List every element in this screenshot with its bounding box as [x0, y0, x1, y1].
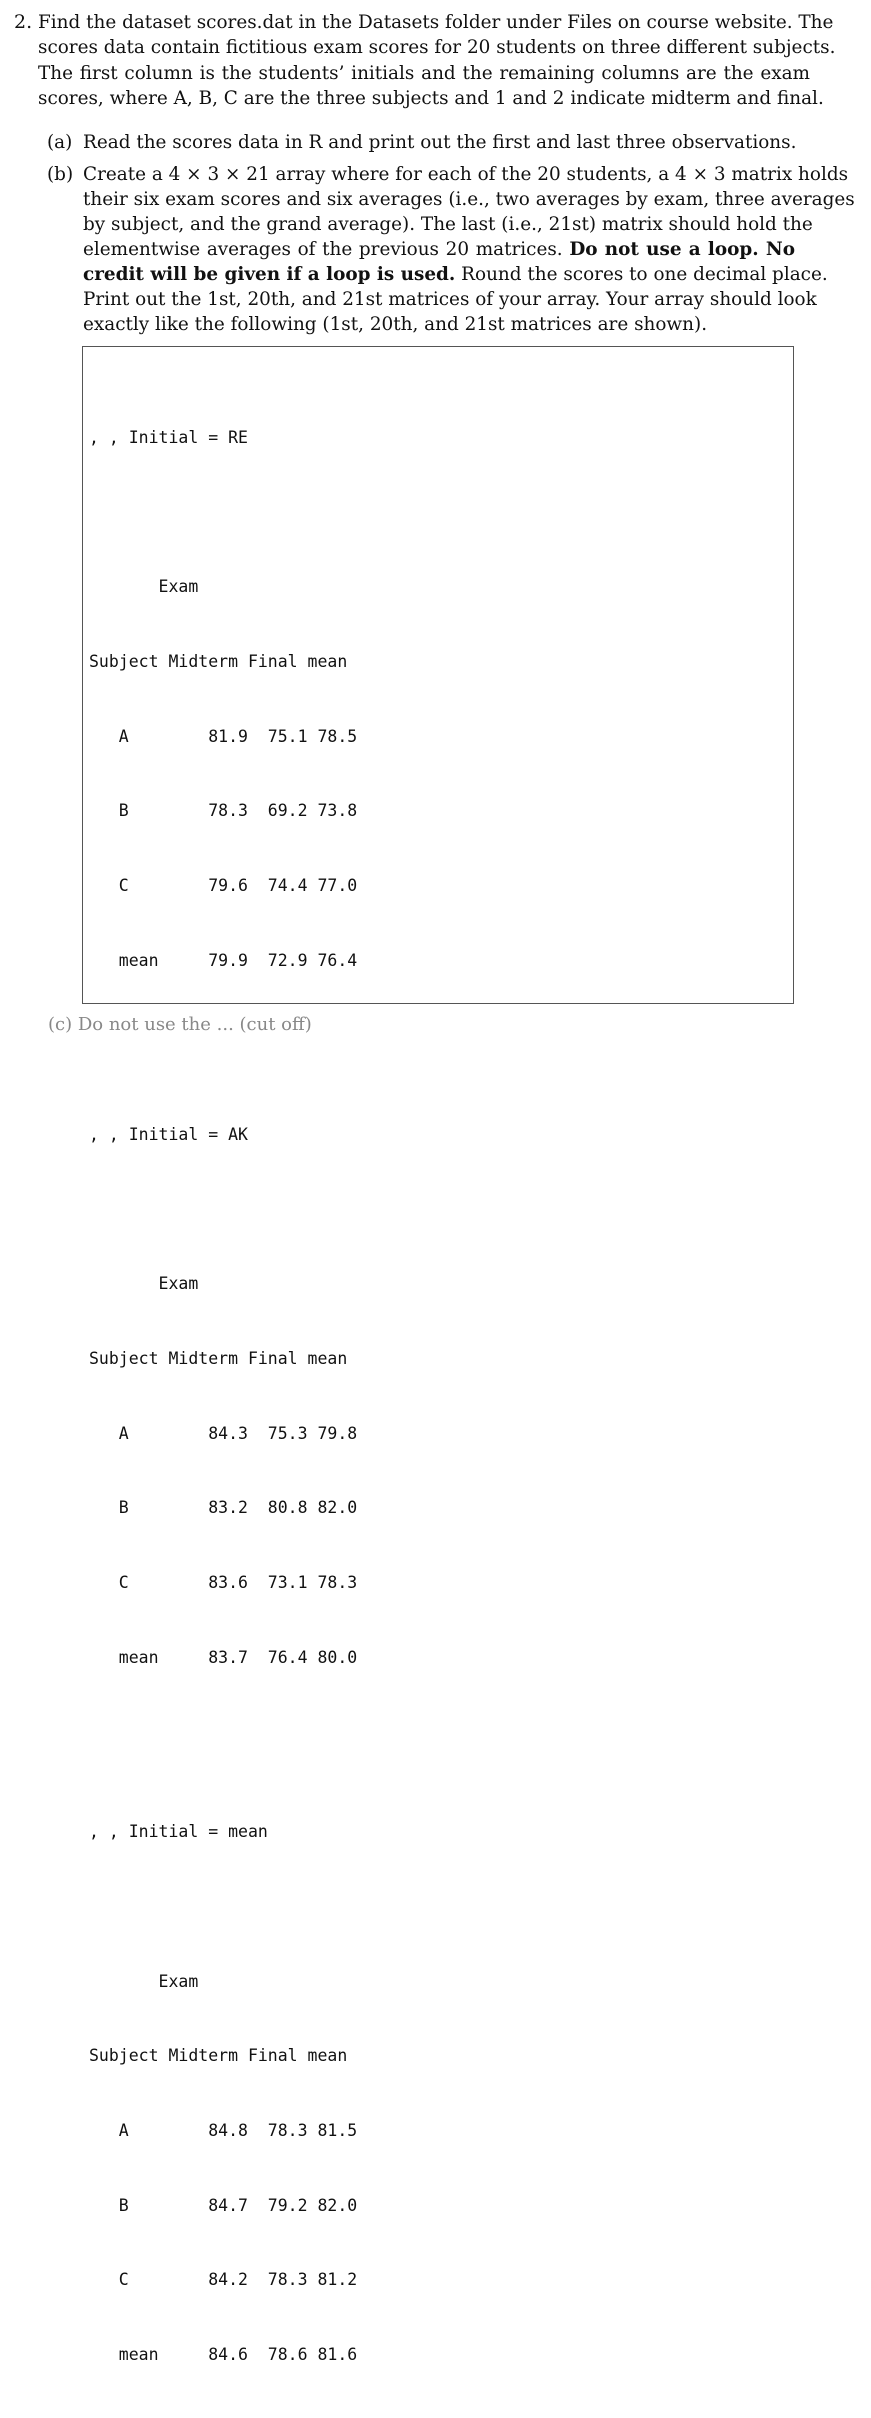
block-header: , , Initial = mean — [89, 1822, 268, 1842]
bold-no-loop: Do not use a loop. No — [569, 239, 795, 260]
problem-number: 2. — [14, 11, 33, 33]
problem-intro — [38, 10, 836, 111]
matrix-row: B 78.3 69.2 73.8 — [89, 801, 358, 821]
part-a-label: (a) — [47, 132, 73, 153]
matrix-row: B 83.2 80.8 82.0 — [89, 1498, 358, 1518]
part-b-label: (b) — [47, 164, 74, 185]
intro-line: scores, where A, B, C are the three subjects and 1 and 2 indicate midterm and final. — [38, 87, 824, 109]
matrix-row: A 84.8 78.3 81.5 — [89, 2121, 358, 2140]
matrix-row: mean 79.9 72.9 76.4 — [89, 950, 358, 970]
matrix-row: C 79.6 74.4 77.0 — [89, 875, 358, 895]
column-header: Subject Midterm Final mean — [89, 2046, 348, 2066]
matrix-row: mean 84.6 78.6 81.6 — [89, 2345, 358, 2365]
part-b-line: their six exam scores and six averages (i.e., two averages by exam, three averages — [83, 189, 855, 210]
blank-line — [89, 500, 357, 525]
column-header: Subject Midterm Final mean — [89, 651, 348, 671]
next-part-cutoff: (c) Do not use the ... (cut off) — [48, 1014, 312, 1035]
matrix-row: C 84.2 78.3 81.2 — [89, 2270, 358, 2290]
matrix-row: A 81.9 75.1 78.5 — [89, 726, 358, 746]
part-a-line: Read the scores data in R and print out the first and last three observations. — [83, 132, 797, 153]
part-b-line: Print out the 1st, 20th, and 21st matrices of your array. Your array should look — [83, 289, 817, 310]
matrix-row: mean 83.7 76.4 80.0 — [89, 1647, 358, 1667]
blank-line — [89, 1721, 357, 1746]
exam-label: Exam — [89, 577, 199, 597]
block-header: , , Initial = AK — [89, 1124, 248, 1144]
part-b-line: exactly like the following (1st, 20th, and 21st matrices are shown). — [83, 314, 708, 335]
part-b-line: by subject, and the grand average). The last (i.e., 21st) matrix should hold the — [83, 214, 813, 235]
intro-line: The first column is the students’ initials and the remaining columns are the exam — [38, 62, 810, 84]
matrix-row: A 84.3 75.3 79.8 — [89, 1423, 358, 1443]
part-b-text — [83, 162, 855, 337]
part-b-line — [83, 237, 795, 262]
exam-label: Exam — [89, 1274, 199, 1294]
bold-no-credit: credit will be given if a loop is used. — [83, 264, 456, 285]
part-b-line: Create a 4 × 3 × 21 array where for each of the 20 students, a 4 × 3 matrix holds — [83, 164, 849, 185]
matrix-row: C 83.6 73.1 78.3 — [89, 1573, 358, 1593]
exam-label: Exam — [89, 1971, 199, 1991]
r-output — [89, 351, 357, 2418]
part-a-text — [83, 130, 795, 155]
part-b-line5-text: Round the scores to one decimal place. — [455, 264, 828, 285]
blank-line — [89, 1895, 357, 1920]
intro-line: scores data contain fictitious exam scores for 20 students on three different subjects. — [38, 37, 836, 59]
part-b-line — [83, 262, 828, 287]
intro-line: Find the dataset scores.dat in the Datasets folder under Files on course website. The — [38, 12, 834, 33]
part-b-line4-text: elementwise averages of the previous 20 matrices. — [83, 239, 570, 260]
matrix-row: B 84.7 79.2 82.0 — [89, 2195, 358, 2215]
column-header: Subject Midterm Final mean — [89, 1349, 348, 1369]
block-header: , , Initial = RE — [89, 427, 248, 447]
blank-line — [89, 1198, 357, 1223]
